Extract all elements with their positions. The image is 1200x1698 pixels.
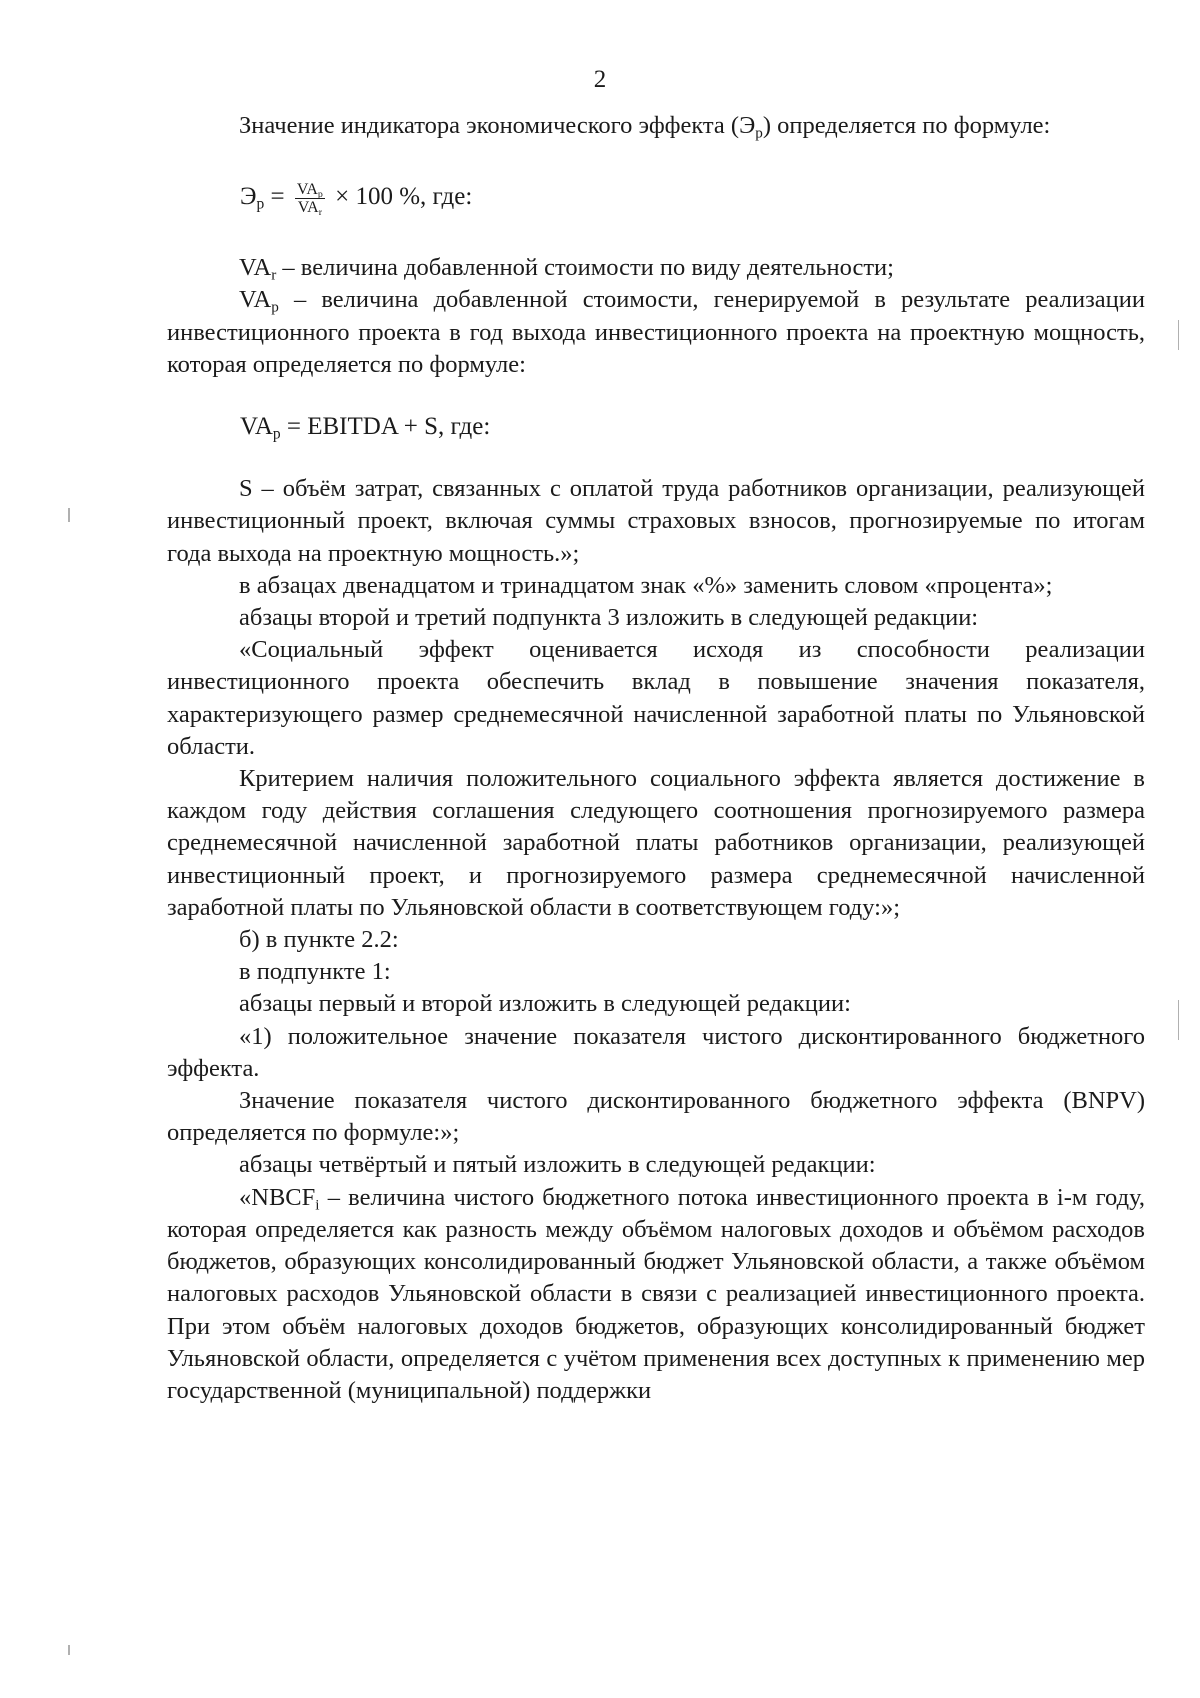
paragraph-bnpv-formula-ref: Значение показателя чистого дисконтированного бюджетного эффекта (BNPV) определяется по формуле:»;: [167, 1087, 1145, 1147]
formula-numerator: $VA_р$: [296, 180, 323, 200]
paragraph-subclause-1: в подпункте 1:: [239, 958, 391, 986]
paragraph-s-definition: S – объём затрат, связанных с оплатой труда работников организации, реализующей инвестиционный проект, включая суммы страховых взносов, прогнозируемые по итогам года выхода на проектную мощность.»;: [167, 475, 1145, 567]
paragraph-nbcf-definition: «$NBCF_i$ – величина чистого бюджетного потока инвестиционного проекта в i-м году, которая определяется как разность между объёмом налоговых доходов и объёмом расходов бюджетов, образующих консолидированный бюджет Ульяновской области, а также объёмом налоговых расходов Ульяновской области в связи с реализацией инвестиционного проекта. При этом объём налоговых доходов бюджетов, образующих консолидированный бюджет Ульяновской области, определяется с учётом применения всех доступных к применению мер государственной (муниципальной) поддержки: [167, 1183, 1145, 1404]
formula-rest: × 100 %, где:: [335, 183, 473, 211]
paragraph-amend-first-second: абзацы первый и второй изложить в следующей редакции:: [239, 990, 851, 1018]
paragraph-amend-subclause-3: абзацы второй и третий подпункта 3 изложить в следующей редакции:: [239, 604, 979, 632]
paragraph-vap-definition: $VA_р$ – величина добавленной стоимости, генерируемой в результате реализации инвестиционного проекта в год выхода инвестиционного проекта на проектную мощность, которая определяется по формуле:: [167, 286, 1145, 378]
paragraph-indicator-intro: Значение индикатора экономического эффекта $(Э_р)$ определяется по формуле:: [239, 112, 1051, 142]
document-body: [167, 110, 1145, 1407]
paragraph-amend-fourth-fifth: абзацы четвёртый и пятый изложить в следующей редакции:: [239, 1151, 876, 1179]
scan-mark-right-1: [1178, 320, 1179, 350]
scan-mark-right-2: [1178, 1000, 1179, 1040]
formula-lhs: $Э_р$ =: [240, 183, 285, 213]
scan-mark-left-1: [68, 508, 70, 522]
formula-denominator: $VA_r$: [297, 198, 323, 218]
page-number: 2: [593, 66, 607, 93]
paragraph-var-definition: $VA_r$ – величина добавленной стоимости по виду деятельности;: [239, 254, 894, 284]
paragraph-percent-replace: в абзацах двенадцатом и тринадцатом знак «%» заменить словом «процента»;: [239, 571, 1053, 599]
scan-mark-left-2: [68, 1645, 70, 1655]
paragraph-budget-effect-positive: «1) положительное значение показателя чистого дисконтированного бюджетного эффекта.: [167, 1022, 1145, 1082]
paragraph-clause-2-2: б) в пункте 2.2:: [239, 926, 399, 954]
paragraph-social-effect: «Социальный эффект оценивается исходя из способности реализации инвестиционного проекта обеспечить вклад в повышение значения показателя, характеризующего размер среднемесячной начисленной заработной платы по Ульяновской области.: [167, 636, 1145, 760]
formula-economic-effect: [167, 172, 1145, 222]
paragraph-social-criterion: Критерием наличия положительного социального эффекта является достижение в каждом году действия соглашения следующего соотношения прогнозируемого размера среднемесячной начисленной заработной платы работников организации, реализующей инвестиционный проект, и прогнозируемого размера среднемесячной начисленной заработной платы по Ульяновской области в соответствующем году:»;: [167, 765, 1145, 921]
formula-fraction: [295, 181, 325, 216]
formula-vap: $VA_р$ = EBITDA + S, где:: [240, 413, 491, 443]
